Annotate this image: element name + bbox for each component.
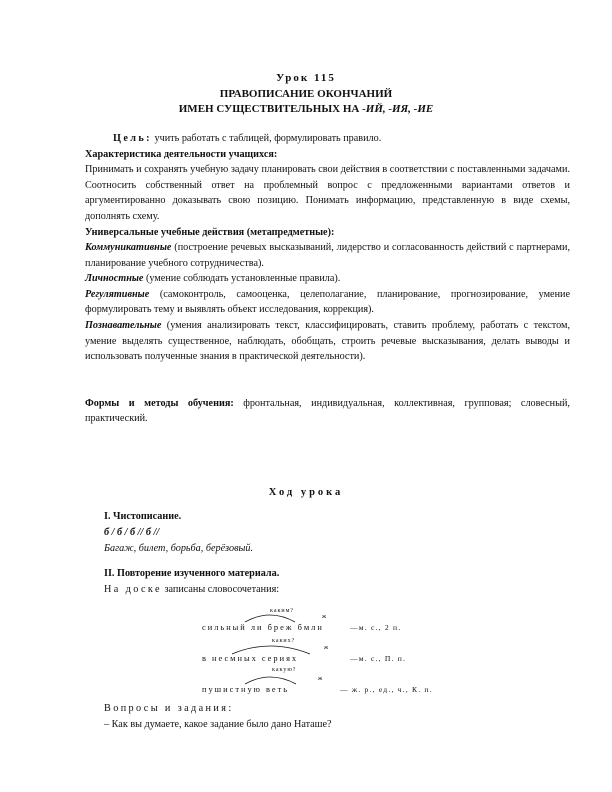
scheme-mark-1: ж bbox=[322, 614, 328, 620]
activity-heading: Характеристика деятельности учащихся: bbox=[85, 148, 278, 160]
cognitive-text: (умения анализировать текст, классифицировать, ставить проблему, работать с текстом, умение выделять существенное, наблюдать, обобщать, строить речевые высказывания, делать выводы и использовать полученные знания в практической деятельности). bbox=[85, 320, 570, 363]
question-1: – Как вы думаете, какое задание было дано Наташе? bbox=[104, 719, 332, 730]
questions-heading: Вопросы и задания: bbox=[104, 703, 234, 714]
communicative-label: Коммуникативные bbox=[85, 242, 172, 253]
regulative-paragraph bbox=[85, 287, 570, 318]
scheme-phrase-3: пушистную веть bbox=[202, 685, 290, 694]
forms-text: фронтальная, индивидуальная, коллективная, групповая; словесный, практический. bbox=[85, 397, 570, 425]
phrase-scheme bbox=[200, 604, 460, 696]
personal-text: (умение соблюдать установленные правила). bbox=[143, 273, 341, 284]
scheme-rule-1: —м. с., 2 п. bbox=[350, 623, 402, 632]
communicative-paragraph bbox=[85, 240, 570, 271]
scheme-rule-2: —м. с., П. п. bbox=[350, 654, 407, 663]
regulative-label: Регулятивные bbox=[85, 288, 150, 300]
forms-paragraph bbox=[85, 396, 570, 427]
scheme-arc-1 bbox=[245, 615, 295, 622]
scheme-mark-2: ж bbox=[324, 645, 330, 651]
title-endings: -ИЙ, -ИЯ, -ИЕ bbox=[362, 103, 434, 115]
scheme-question-2: каких? bbox=[272, 638, 296, 644]
scheme-question-3: какую? bbox=[272, 667, 297, 673]
personal-label: Личностные bbox=[85, 273, 144, 284]
lesson-flow-heading: Ход урока bbox=[268, 487, 344, 498]
scheme-phrase-1: сильный ли бреж бмлн bbox=[202, 623, 324, 632]
cognitive-label: Познавательные bbox=[85, 320, 162, 331]
section2-lead-rest: записаны словосочетания: bbox=[161, 584, 280, 595]
communicative-text: (построение речевых высказываний, лидерство и согласованность действий с партнерами, планирование учебного сотрудничества). bbox=[85, 242, 570, 269]
lesson-title-line2 bbox=[0, 103, 612, 115]
lesson-number: Урок 115 bbox=[276, 72, 336, 84]
goal-label: Цель: bbox=[113, 133, 152, 144]
title-prefix: ИМЕН СУЩЕСТВИТЕЛЬНЫХ НА bbox=[178, 103, 363, 115]
uud-heading: Универсальные учебные действия (метапредметные): bbox=[85, 226, 335, 238]
goal-paragraph bbox=[85, 131, 570, 147]
lesson-title-line1: ПРАВОПИСАНИЕ ОКОНЧАНИЙ bbox=[219, 88, 393, 100]
scheme-question-1: каким? bbox=[270, 608, 295, 614]
scheme-arc-2 bbox=[232, 646, 310, 654]
section1-pattern: б / б / б // б // bbox=[104, 527, 160, 538]
scheme-mark-3: ж bbox=[318, 676, 324, 682]
goal-text: учить работать с таблицей, формулировать правило. bbox=[151, 133, 382, 144]
personal-paragraph bbox=[85, 271, 570, 287]
scheme-rule-3: — ж. р., ед., ч., К. п. bbox=[340, 685, 433, 694]
section2-lead bbox=[104, 582, 564, 598]
section1-title: I. Чистописание. bbox=[104, 511, 182, 522]
scheme-phrase-2: в несмных сериях bbox=[202, 654, 299, 663]
regulative-text: (самоконтроль, самооценка, целеполагание, планирование, прогнозирование, умение формулировать тему и выявлять объект исследования, коррекция). bbox=[85, 288, 570, 316]
activity-text: Принимать и сохранять учебную задачу планировать свои действия в соответствии с поставленными задачами. Соотносить собственный ответ на проблемный вопрос с предложенными вариантами ответов и аргументированно доказывать свою позицию. Понимать информацию, представленную в виде схемы, дополнять схему. bbox=[85, 164, 570, 222]
scheme-arc-3 bbox=[245, 677, 296, 684]
cognitive-paragraph bbox=[85, 318, 570, 365]
section2-lead-spaced: На доске bbox=[104, 584, 162, 595]
section1-words: Багаж, билет, борьба, берёзовый. bbox=[104, 542, 254, 554]
forms-label: Формы и методы обучения: bbox=[85, 397, 234, 409]
section2-title: II. Повторение изученного материала. bbox=[104, 568, 280, 579]
